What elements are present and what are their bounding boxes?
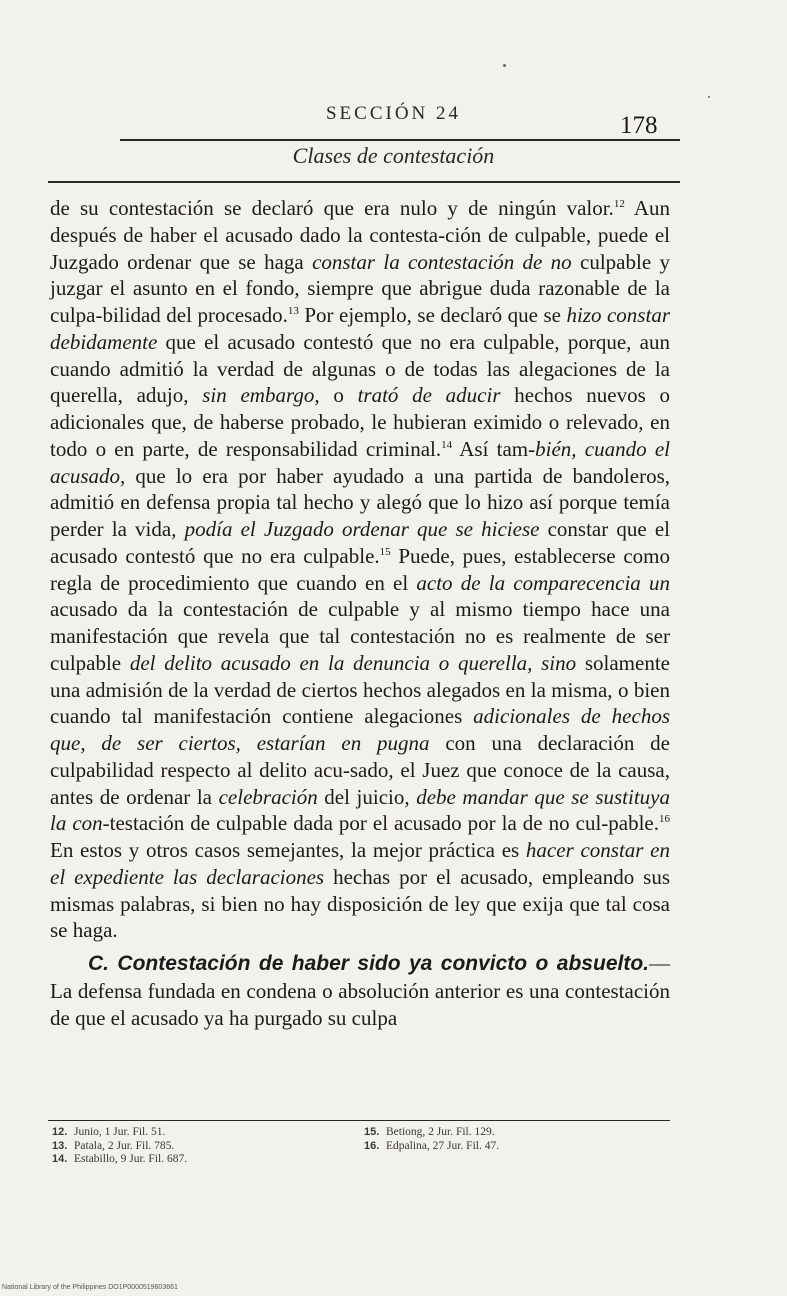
italic-run: podía el Juzgado ordenar que se hiciese — [184, 517, 540, 541]
italic-run: acto de la comparecencia un — [416, 570, 670, 595]
paper-speck — [708, 96, 710, 98]
text-run: que el acusado contestó que no era culpable, porque, aun cuando admitió la verdad de algunas o de todas las alegaciones de la querella, adujo, — [50, 329, 670, 408]
library-credit: National Library of the Philippines DO1P0000519603661 — [2, 1284, 178, 1291]
body-text — [50, 195, 670, 1031]
text-run: Aun después de haber el acusado dado la contesta-ción de culpable, puede el Juzgado ordenar que se haga — [50, 196, 670, 274]
paper-speck — [503, 64, 506, 67]
page-number: 178 — [620, 112, 658, 139]
text-run: testación de culpable dada por el acusado por la de no cul-pable. — [109, 811, 660, 836]
subsection-heading: C. Contestación de haber sido ya convicto o absuelto. — [88, 952, 649, 975]
text-run: acusado da la contestación de culpable y al mismo tiempo hace una manifestación que revela que tal contestación no es realmente de ser culpable — [50, 597, 670, 675]
footnote-ref-15: 15 — [379, 545, 391, 558]
text-run: constar que el acusado contestó que no era culpable. — [50, 517, 670, 568]
italic-run: debe mandar que se sustituya la con- — [50, 784, 670, 836]
footnote-number: 14. — [52, 1153, 68, 1165]
footnote-text: Betiong, 2 Jur. Fil. 129. — [386, 1126, 495, 1138]
italic-run: constar la contestación de no — [312, 249, 572, 274]
text-run: En estos y otros casos semejantes, la mejor práctica es — [50, 838, 526, 862]
italic-run: sin embargo, — [202, 383, 320, 408]
subsection-text: —La defensa fundada en condena o absolución anterior es una contestación de que el acusado ya ha purgado su culpa — [50, 951, 670, 1030]
footnote-14 — [52, 1153, 352, 1167]
text-run: de su contestación se declaró que era nulo y de ningún valor. — [50, 196, 614, 220]
italic-run: hizo constar debidamente — [50, 303, 670, 354]
footnote-text: Junio, 1 Jur. Fil. 51. — [74, 1126, 166, 1138]
footnote-ref-16: 16 — [659, 813, 671, 826]
text-run: con una declaración de culpabilidad respecto al delito acu-sado, el Juez que conoce de la causa, antes de ordenar la — [50, 731, 671, 809]
paragraph-subsection-c — [50, 950, 670, 1031]
footnotes-left-column — [52, 1126, 352, 1167]
text-run: o — [319, 383, 358, 408]
footnote-number: 12. — [52, 1126, 68, 1138]
title-rule — [48, 181, 680, 183]
footnote-number: 15. — [364, 1126, 380, 1138]
paragraph-main — [50, 195, 670, 944]
footnote-text: Estabillo, 9 Jur. Fil. 687. — [74, 1153, 188, 1165]
footnote-ref-14: 14 — [441, 438, 453, 451]
text-run: solamente una admisión de la verdad de ciertos hechos alegados en la misma, o bien cuando tal manifestación contiene alegaciones — [50, 650, 670, 729]
text-run: Puede, pues, establecerse como regla de procedimiento que cuando en el — [50, 543, 670, 595]
text-run: hechas por el acusado, empleando sus mismas palabras, si bien no hay disposición de ley que exija que tal cosa se haga. — [50, 864, 670, 943]
footnote-text: Edpalina, 27 Jur. Fil. 47. — [386, 1139, 500, 1152]
header-rule — [120, 139, 680, 141]
footnote-15 — [364, 1126, 664, 1140]
text-run: Así tam- — [452, 436, 536, 461]
text-run: Por ejemplo, se declaró que se — [298, 303, 567, 327]
italic-run: celebración — [218, 784, 318, 809]
italic-run: adicionales de hechos que, de ser ciertos, estarían en pugna — [50, 704, 670, 755]
italic-run: hacer constar en el expediente las declaraciones — [50, 838, 670, 889]
text-run: del juicio, — [317, 784, 417, 809]
footnote-number: 13. — [52, 1139, 68, 1152]
footnote-12 — [52, 1126, 352, 1140]
text-run: que lo era por haber ayudado a una partida de bandoleros, admitió en defensa propia tal hecho y alegó que lo hizo así porque temía perder la vida, — [50, 463, 670, 541]
footnote-ref-13: 13 — [287, 305, 299, 317]
italic-run: trató de aducir — [357, 383, 501, 408]
italic-run: bién, cuando el acusado, — [50, 436, 670, 488]
chapter-title: Clases de contestación — [292, 143, 495, 168]
text-run: culpable y juzgar el asunto en el fondo, siempre que abrigue duda razonable de la culpa-bilidad del procesado. — [50, 249, 670, 327]
footnote-ref-12: 12 — [613, 198, 625, 210]
italic-run: del delito acusado en la denuncia o querella, sino — [129, 650, 577, 675]
section-heading: SECCIÓN 24 — [325, 103, 462, 124]
footnote-number: 16. — [364, 1139, 380, 1152]
footnote-16 — [364, 1140, 664, 1154]
footnotes-right-column — [364, 1126, 664, 1153]
footnote-text: Patala, 2 Jur. Fil. 785. — [74, 1139, 175, 1152]
text-run: hechos nuevos o adicionales que, de haberse probado, le hubieran eximido o relevado, en todo o en parte, de responsabilidad criminal. — [50, 383, 671, 461]
footnote-rule — [48, 1120, 670, 1121]
footnote-13 — [52, 1140, 352, 1154]
